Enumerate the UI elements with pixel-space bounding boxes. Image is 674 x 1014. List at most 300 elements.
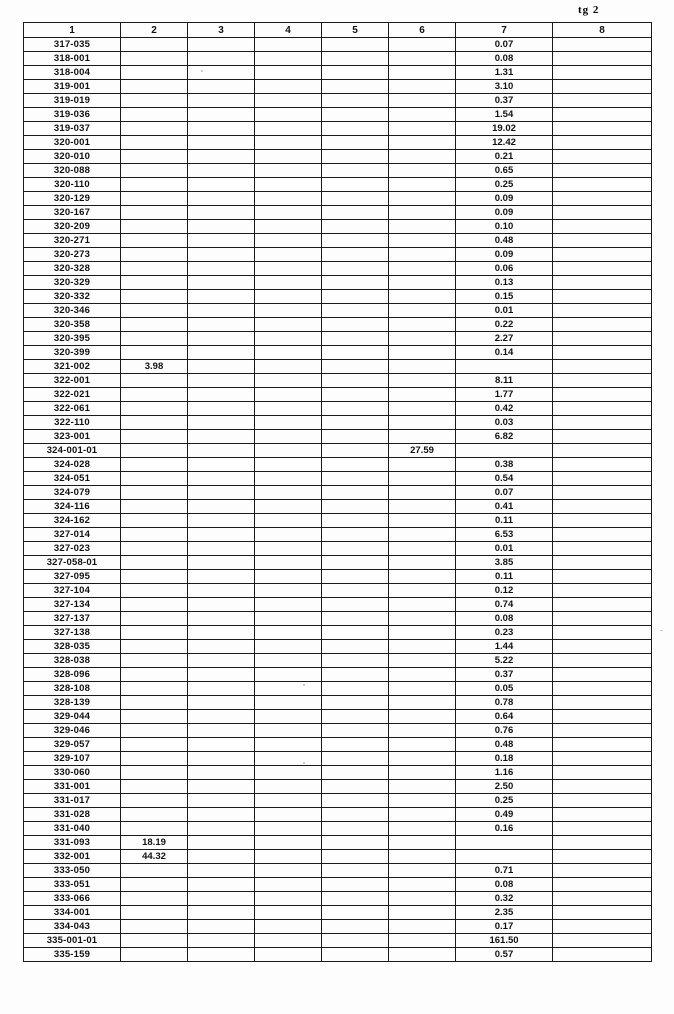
row-value-cell <box>255 766 322 780</box>
row-value-cell <box>553 836 652 850</box>
row-value-cell <box>121 794 188 808</box>
row-value-cell <box>255 584 322 598</box>
row-value-cell <box>121 822 188 836</box>
row-value-cell: 0.07 <box>456 486 553 500</box>
row-code-cell: 320-271 <box>24 234 121 248</box>
column-header-5: 5 <box>322 23 389 38</box>
table-header-row <box>24 23 652 38</box>
row-value-cell: 6.82 <box>456 430 553 444</box>
row-value-cell <box>188 388 255 402</box>
row-value-cell <box>322 374 389 388</box>
table-row <box>24 346 652 360</box>
row-value-cell <box>188 542 255 556</box>
row-value-cell <box>553 234 652 248</box>
column-header-3: 3 <box>188 23 255 38</box>
row-value-cell <box>255 514 322 528</box>
column-header-2: 2 <box>121 23 188 38</box>
row-value-cell <box>553 80 652 94</box>
row-value-cell <box>255 500 322 514</box>
row-code-cell: 322-110 <box>24 416 121 430</box>
row-value-cell: 0.76 <box>456 724 553 738</box>
row-value-cell <box>121 514 188 528</box>
row-value-cell: 0.54 <box>456 472 553 486</box>
row-value-cell: 0.38 <box>456 458 553 472</box>
row-code-cell: 320-399 <box>24 346 121 360</box>
row-value-cell: 18.19 <box>121 836 188 850</box>
page-marker: tg 2 <box>578 4 600 16</box>
row-code-cell: 324-001-01 <box>24 444 121 458</box>
row-value-cell <box>255 808 322 822</box>
row-value-cell <box>389 472 456 486</box>
row-value-cell <box>553 346 652 360</box>
table-row <box>24 192 652 206</box>
row-value-cell: 12.42 <box>456 136 553 150</box>
row-value-cell <box>553 780 652 794</box>
row-value-cell <box>188 108 255 122</box>
row-value-cell <box>322 304 389 318</box>
row-value-cell <box>322 360 389 374</box>
row-value-cell <box>188 752 255 766</box>
row-code-cell: 334-001 <box>24 906 121 920</box>
row-code-cell: 334-043 <box>24 920 121 934</box>
table-row <box>24 906 652 920</box>
row-value-cell <box>121 878 188 892</box>
row-code-cell: 335-159 <box>24 948 121 962</box>
table-row <box>24 486 652 500</box>
table-row <box>24 668 652 682</box>
row-value-cell <box>553 500 652 514</box>
row-code-cell: 331-093 <box>24 836 121 850</box>
row-value-cell <box>553 710 652 724</box>
row-value-cell <box>389 878 456 892</box>
row-value-cell <box>389 528 456 542</box>
row-value-cell <box>322 920 389 934</box>
row-value-cell <box>389 570 456 584</box>
row-value-cell <box>255 598 322 612</box>
row-value-cell <box>553 164 652 178</box>
row-code-cell: 327-104 <box>24 584 121 598</box>
row-value-cell <box>188 430 255 444</box>
row-value-cell <box>553 94 652 108</box>
row-value-cell: 0.21 <box>456 150 553 164</box>
row-code-cell: 320-110 <box>24 178 121 192</box>
row-value-cell <box>553 556 652 570</box>
row-value-cell <box>389 332 456 346</box>
row-value-cell <box>456 444 553 458</box>
row-value-cell <box>389 738 456 752</box>
row-value-cell <box>322 584 389 598</box>
row-value-cell: 1.44 <box>456 640 553 654</box>
row-value-cell <box>553 850 652 864</box>
row-value-cell <box>121 38 188 52</box>
row-value-cell <box>121 556 188 570</box>
row-value-cell <box>121 206 188 220</box>
row-value-cell <box>255 906 322 920</box>
row-value-cell <box>188 626 255 640</box>
row-value-cell <box>389 108 456 122</box>
row-value-cell <box>389 164 456 178</box>
row-value-cell <box>188 402 255 416</box>
row-value-cell <box>389 920 456 934</box>
row-value-cell <box>389 80 456 94</box>
row-code-cell: 327-134 <box>24 598 121 612</box>
row-value-cell <box>389 38 456 52</box>
row-value-cell <box>389 94 456 108</box>
row-value-cell <box>121 920 188 934</box>
row-value-cell <box>121 640 188 654</box>
table-row <box>24 542 652 556</box>
row-value-cell <box>121 472 188 486</box>
column-header-4: 4 <box>255 23 322 38</box>
row-code-cell: 320-088 <box>24 164 121 178</box>
row-value-cell <box>121 136 188 150</box>
row-value-cell <box>553 178 652 192</box>
table-row <box>24 808 652 822</box>
row-value-cell <box>553 262 652 276</box>
row-value-cell <box>121 402 188 416</box>
row-value-cell <box>188 808 255 822</box>
row-value-cell <box>389 318 456 332</box>
row-value-cell <box>322 164 389 178</box>
row-value-cell <box>553 906 652 920</box>
row-value-cell <box>553 864 652 878</box>
row-value-cell <box>255 458 322 472</box>
table-row <box>24 52 652 66</box>
row-code-cell: 322-061 <box>24 402 121 416</box>
row-value-cell <box>188 892 255 906</box>
row-value-cell <box>322 878 389 892</box>
row-value-cell <box>121 234 188 248</box>
row-value-cell <box>553 430 652 444</box>
table-row <box>24 178 652 192</box>
row-value-cell: 0.09 <box>456 192 553 206</box>
row-value-cell: 0.08 <box>456 878 553 892</box>
row-value-cell <box>188 528 255 542</box>
row-value-cell: 0.49 <box>456 808 553 822</box>
row-value-cell: 0.10 <box>456 220 553 234</box>
table-row <box>24 388 652 402</box>
row-value-cell <box>121 752 188 766</box>
row-value-cell <box>255 850 322 864</box>
row-value-cell: 0.32 <box>456 892 553 906</box>
row-value-cell <box>188 934 255 948</box>
row-code-cell: 320-328 <box>24 262 121 276</box>
row-code-cell: 331-040 <box>24 822 121 836</box>
row-value-cell <box>322 430 389 444</box>
row-value-cell <box>255 612 322 626</box>
row-value-cell <box>322 640 389 654</box>
row-value-cell <box>553 920 652 934</box>
table-row <box>24 864 652 878</box>
row-value-cell <box>121 178 188 192</box>
row-value-cell <box>553 948 652 962</box>
row-value-cell <box>389 948 456 962</box>
row-value-cell <box>121 458 188 472</box>
table-row <box>24 934 652 948</box>
row-value-cell <box>121 696 188 710</box>
row-value-cell: 0.16 <box>456 822 553 836</box>
row-value-cell <box>553 192 652 206</box>
row-value-cell <box>188 248 255 262</box>
table-row <box>24 696 652 710</box>
row-value-cell <box>389 822 456 836</box>
row-value-cell <box>121 374 188 388</box>
row-value-cell: 0.01 <box>456 304 553 318</box>
row-value-cell: 0.11 <box>456 514 553 528</box>
row-value-cell <box>389 514 456 528</box>
row-value-cell <box>121 542 188 556</box>
row-value-cell <box>188 136 255 150</box>
row-value-cell <box>255 780 322 794</box>
row-value-cell <box>322 444 389 458</box>
table-row <box>24 374 652 388</box>
row-value-cell <box>255 346 322 360</box>
row-value-cell <box>188 836 255 850</box>
scan-speck <box>303 684 305 686</box>
row-value-cell <box>121 906 188 920</box>
row-code-cell: 318-004 <box>24 66 121 80</box>
row-value-cell <box>255 192 322 206</box>
row-value-cell: 1.54 <box>456 108 553 122</box>
row-value-cell <box>322 206 389 220</box>
row-value-cell <box>389 794 456 808</box>
row-value-cell <box>322 738 389 752</box>
row-value-cell <box>553 136 652 150</box>
row-value-cell <box>553 682 652 696</box>
row-value-cell <box>553 570 652 584</box>
row-value-cell <box>322 948 389 962</box>
row-value-cell <box>121 94 188 108</box>
row-value-cell <box>553 738 652 752</box>
row-value-cell: 0.12 <box>456 584 553 598</box>
row-value-cell <box>121 724 188 738</box>
row-value-cell: 0.03 <box>456 416 553 430</box>
row-value-cell <box>121 388 188 402</box>
row-value-cell: 0.25 <box>456 794 553 808</box>
row-value-cell <box>553 416 652 430</box>
row-code-cell: 329-044 <box>24 710 121 724</box>
table-row <box>24 206 652 220</box>
row-value-cell <box>121 290 188 304</box>
row-value-cell <box>188 192 255 206</box>
row-value-cell: 0.78 <box>456 696 553 710</box>
row-value-cell <box>322 808 389 822</box>
row-value-cell <box>188 332 255 346</box>
row-value-cell <box>188 920 255 934</box>
row-value-cell <box>553 766 652 780</box>
row-value-cell <box>389 290 456 304</box>
row-value-cell <box>188 122 255 136</box>
table-row <box>24 822 652 836</box>
row-value-cell <box>188 654 255 668</box>
row-value-cell <box>255 332 322 346</box>
row-value-cell <box>389 654 456 668</box>
row-value-cell: 0.65 <box>456 164 553 178</box>
row-value-cell: 0.11 <box>456 570 553 584</box>
row-value-cell <box>188 290 255 304</box>
row-value-cell: 0.37 <box>456 94 553 108</box>
row-value-cell <box>255 542 322 556</box>
row-value-cell <box>255 486 322 500</box>
row-value-cell <box>389 122 456 136</box>
row-value-cell <box>255 934 322 948</box>
row-value-cell <box>389 640 456 654</box>
row-code-cell: 329-057 <box>24 738 121 752</box>
row-value-cell <box>121 276 188 290</box>
row-value-cell <box>121 248 188 262</box>
row-value-cell <box>553 696 652 710</box>
row-value-cell <box>322 122 389 136</box>
row-value-cell <box>188 486 255 500</box>
table-row <box>24 710 652 724</box>
row-value-cell: 0.18 <box>456 752 553 766</box>
row-value-cell <box>389 612 456 626</box>
row-code-cell: 321-002 <box>24 360 121 374</box>
row-value-cell <box>188 864 255 878</box>
row-value-cell <box>255 724 322 738</box>
row-value-cell <box>121 416 188 430</box>
row-value-cell <box>255 640 322 654</box>
column-header-7: 7 <box>456 23 553 38</box>
row-code-cell: 319-037 <box>24 122 121 136</box>
row-value-cell <box>553 528 652 542</box>
table-row <box>24 80 652 94</box>
row-value-cell <box>389 724 456 738</box>
row-code-cell: 328-108 <box>24 682 121 696</box>
row-value-cell <box>188 500 255 514</box>
row-value-cell <box>389 682 456 696</box>
row-value-cell <box>553 822 652 836</box>
row-value-cell <box>188 780 255 794</box>
row-value-cell: 0.42 <box>456 402 553 416</box>
row-value-cell <box>121 220 188 234</box>
row-value-cell <box>255 402 322 416</box>
table-row <box>24 262 652 276</box>
row-value-cell <box>553 668 652 682</box>
row-code-cell: 320-001 <box>24 136 121 150</box>
row-value-cell <box>188 906 255 920</box>
row-value-cell <box>389 864 456 878</box>
row-code-cell: 327-137 <box>24 612 121 626</box>
row-value-cell <box>322 528 389 542</box>
row-value-cell <box>188 710 255 724</box>
row-code-cell: 329-046 <box>24 724 121 738</box>
row-value-cell <box>255 122 322 136</box>
row-code-cell: 327-058-01 <box>24 556 121 570</box>
row-value-cell <box>553 276 652 290</box>
row-value-cell <box>553 332 652 346</box>
row-value-cell <box>322 402 389 416</box>
row-value-cell <box>121 934 188 948</box>
row-value-cell <box>456 850 553 864</box>
row-value-cell <box>389 262 456 276</box>
row-value-cell <box>255 710 322 724</box>
table-row <box>24 402 652 416</box>
row-value-cell <box>389 542 456 556</box>
row-value-cell: 0.23 <box>456 626 553 640</box>
row-value-cell <box>553 108 652 122</box>
row-value-cell <box>255 892 322 906</box>
row-value-cell: 0.01 <box>456 542 553 556</box>
row-value-cell <box>255 304 322 318</box>
row-value-cell <box>188 584 255 598</box>
row-value-cell <box>188 220 255 234</box>
row-value-cell <box>121 430 188 444</box>
row-value-cell <box>255 80 322 94</box>
row-value-cell <box>322 346 389 360</box>
table-header <box>24 23 652 38</box>
row-value-cell <box>255 276 322 290</box>
row-value-cell <box>121 66 188 80</box>
row-value-cell <box>121 584 188 598</box>
row-value-cell: 3.98 <box>121 360 188 374</box>
row-value-cell <box>322 220 389 234</box>
table-row <box>24 500 652 514</box>
row-code-cell: 318-001 <box>24 52 121 66</box>
row-value-cell: 0.06 <box>456 262 553 276</box>
row-value-cell: 0.08 <box>456 612 553 626</box>
row-code-cell: 331-028 <box>24 808 121 822</box>
table-row <box>24 290 652 304</box>
row-value-cell <box>389 374 456 388</box>
row-value-cell <box>188 374 255 388</box>
row-value-cell <box>322 696 389 710</box>
row-code-cell: 328-035 <box>24 640 121 654</box>
row-value-cell: 0.74 <box>456 598 553 612</box>
row-code-cell: 322-001 <box>24 374 121 388</box>
row-value-cell <box>121 766 188 780</box>
row-value-cell: 0.71 <box>456 864 553 878</box>
row-value-cell <box>389 192 456 206</box>
row-value-cell: 2.35 <box>456 906 553 920</box>
row-value-cell <box>553 388 652 402</box>
row-value-cell <box>188 52 255 66</box>
table-row <box>24 108 652 122</box>
row-value-cell <box>255 836 322 850</box>
row-value-cell <box>389 304 456 318</box>
row-value-cell <box>553 794 652 808</box>
row-value-cell <box>188 598 255 612</box>
row-value-cell <box>121 710 188 724</box>
row-value-cell <box>322 108 389 122</box>
row-value-cell <box>188 640 255 654</box>
row-value-cell <box>389 780 456 794</box>
row-value-cell <box>322 864 389 878</box>
row-value-cell: 2.27 <box>456 332 553 346</box>
row-value-cell <box>322 318 389 332</box>
row-code-cell: 328-139 <box>24 696 121 710</box>
row-value-cell <box>553 66 652 80</box>
row-value-cell <box>322 136 389 150</box>
row-value-cell <box>553 584 652 598</box>
table-row <box>24 626 652 640</box>
row-value-cell <box>255 38 322 52</box>
row-value-cell <box>389 416 456 430</box>
row-code-cell: 320-329 <box>24 276 121 290</box>
row-value-cell <box>255 178 322 192</box>
row-value-cell <box>255 668 322 682</box>
row-value-cell <box>389 598 456 612</box>
row-value-cell <box>322 80 389 94</box>
row-value-cell <box>389 906 456 920</box>
table-row <box>24 360 652 374</box>
table-row <box>24 780 652 794</box>
row-value-cell <box>322 234 389 248</box>
table-row <box>24 612 652 626</box>
row-value-cell <box>188 556 255 570</box>
row-value-cell <box>121 654 188 668</box>
row-value-cell <box>255 290 322 304</box>
